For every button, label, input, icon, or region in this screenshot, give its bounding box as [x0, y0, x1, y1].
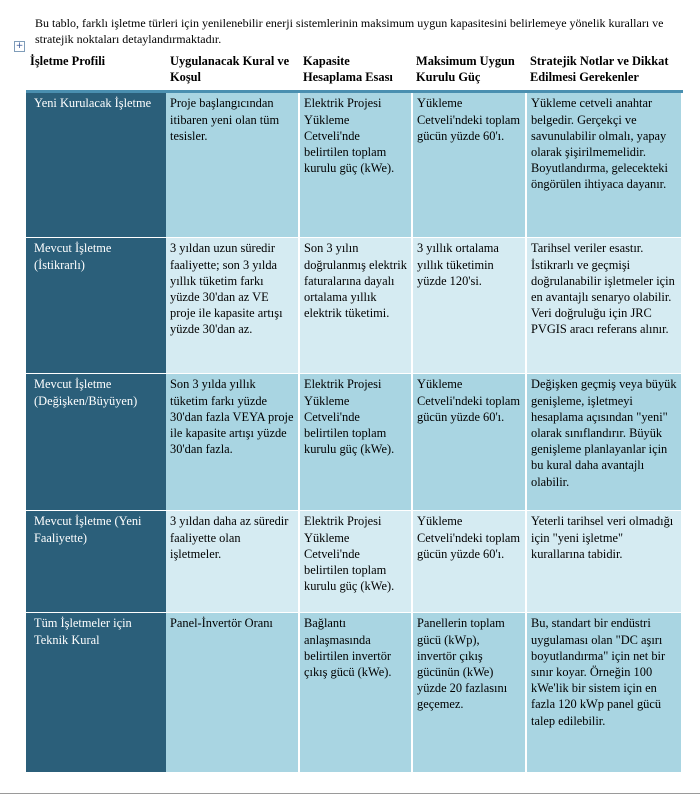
rule-cell: 3 yıldan uzun süredir faaliyette; son 3 yılda yıllık tüketim farkı yüzde 30'dan az VE proje ile kapasite artışı yüzde 30'dan az. — [166, 238, 299, 374]
rule-cell: Panel-İnvertör Oranı — [166, 613, 299, 773]
header-basis: Kapasite Hesaplama Esası — [299, 47, 412, 92]
header-max: Maksimum Uygun Kurulu Güç — [412, 47, 526, 92]
intro-paragraph: Bu tablo, farklı işletme türleri için yenilenebilir enerji sistemlerinin maksimum uygun kapasitesini belirlemeye yönelik kuralları ve stratejik noktaları detaylandırmaktadır. — [35, 16, 664, 46]
basis-cell: Elektrik Projesi Yükleme Cetveli'nde belirtilen toplam kurulu güç (kWe). — [299, 92, 412, 238]
profile-cell: Yeni Kurulacak İşletme — [26, 92, 166, 238]
profile-cell: Tüm İşletmeler için Teknik Kural — [26, 613, 166, 773]
notes-cell: Değişken geçmiş veya büyük genişleme, işletmeyi hesaplama açısından "yeni" olarak sınıflandırır. Büyük genişleme planlayanlar için bu kural daha avantajlı olabilir. — [526, 374, 682, 511]
capacity-table — [26, 47, 683, 773]
header-profile: İşletme Profili — [26, 47, 166, 92]
basis-cell: Elektrik Projesi Yükleme Cetveli'nde belirtilen toplam kurulu güç (kWe). — [299, 511, 412, 613]
rule-cell: Son 3 yılda yıllık tüketim farkı yüzde 30'dan fazla VEYA proje ile kapasite artışı yüzde 30'dan fazla. — [166, 374, 299, 511]
profile-cell: Mevcut İşletme (Yeni Faaliyette) — [26, 511, 166, 613]
notes-cell: Yeterli tarihsel veri olmadığı için "yeni işletme" kurallarına tabidir. — [526, 511, 682, 613]
rule-cell: Proje başlangıcından itibaren yeni olan tüm tesisler. — [166, 92, 299, 238]
table-row — [26, 613, 682, 773]
basis-cell: Son 3 yılın doğrulanmış elektrik faturalarına dayalı ortalama yıllık elektrik tüketimi. — [299, 238, 412, 374]
profile-cell: Mevcut İşletme (İstikrarlı) — [26, 238, 166, 374]
rule-cell: 3 yıldan daha az süredir faaliyette olan işletmeler. — [166, 511, 299, 613]
move-handle-icon[interactable]: + — [15, 41, 24, 51]
table-row — [26, 92, 682, 238]
table-row — [26, 238, 682, 374]
table-row — [26, 374, 682, 511]
header-rule: Uygulanacak Kural ve Koşul — [166, 47, 299, 92]
header-notes: Stratejik Notlar ve Dikkat Edilmesi Gerekenler — [526, 47, 682, 92]
max-cell: 3 yıllık ortalama yıllık tüketimin yüzde 120'si. — [412, 238, 526, 374]
notes-cell: Bu, standart bir endüstri uygulaması olan "DC aşırı boyutlandırma" için net bir sınır koyar. Örneğin 100 kWe'lik bir sistem için en fazla 120 kWp panel gücü talep edilebilir. — [526, 613, 682, 773]
max-cell: Yükleme Cetveli'ndeki toplam gücün yüzde 60'ı. — [412, 511, 526, 613]
max-cell: Panellerin toplam gücü (kWp), invertör çıkış gücünün (kWe) yüzde 20 fazlasını geçemez. — [412, 613, 526, 773]
table-row — [26, 511, 682, 613]
notes-cell: Tarihsel veriler esastır. İstikrarlı ve geçmişi doğrulanabilir işletmeler için en avantajlı senaryo olabilir. Veri doğruluğu için JRC PVGIS aracı referans alınır. — [526, 238, 682, 374]
notes-cell: Yükleme cetveli anahtar belgedir. Gerçekçi ve savunulabilir olmalı, yapay olarak şişirilmemelidir. Boyutlandırma, gelecekteki öngörülen ihtiyaca dayanır. — [526, 92, 682, 238]
basis-cell: Bağlantı anlaşmasında belirtilen invertör çıkış gücü (kWe). — [299, 613, 412, 773]
table-header-row — [26, 47, 682, 92]
max-cell: Yükleme Cetveli'ndeki toplam gücün yüzde 60'ı. — [412, 374, 526, 511]
profile-cell: Mevcut İşletme (Değişken/Büyüyen) — [26, 374, 166, 511]
basis-cell: Elektrik Projesi Yükleme Cetveli'nde belirtilen toplam kurulu güç (kWe). — [299, 374, 412, 511]
page-bottom-rule — [0, 793, 700, 794]
max-cell: Yükleme Cetveli'ndeki toplam gücün yüzde 60'ı. — [412, 92, 526, 238]
